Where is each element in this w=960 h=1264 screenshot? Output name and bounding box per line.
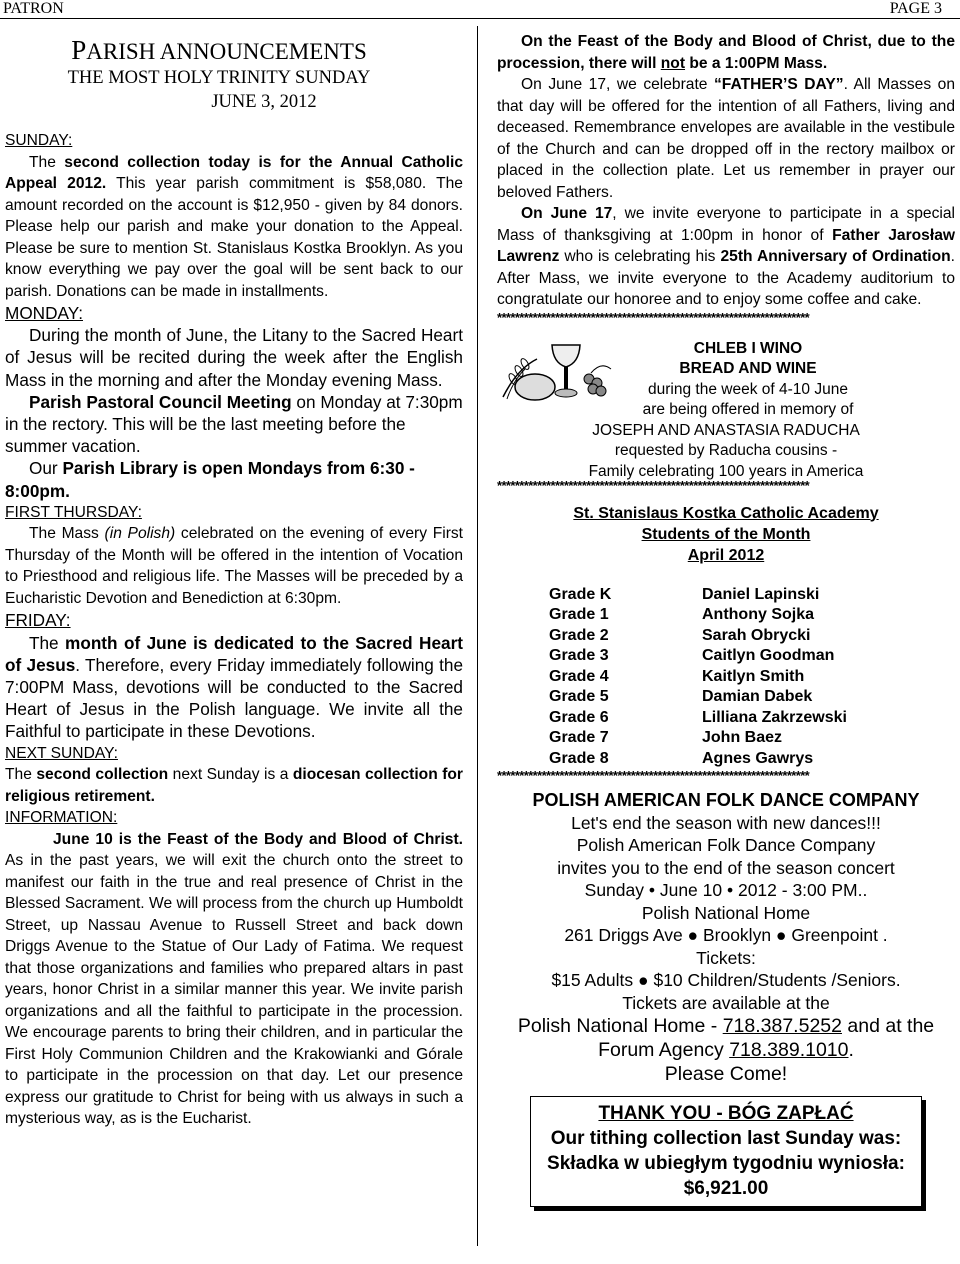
sunday-text: The second collection today is for the Annual Catholic Appeal 2012. This year parish commitment is $58,080. The amount recorded on the account is $12,950 - given by 84 donors. Please help our parish and make your donation to the Appeal. Please be sure to mention St. Stanislaus Kostka Brooklyn. As you know everything we pay over the goal will be sent back to our parish. Donations can be made in installments. [5, 153, 463, 300]
table-row [549, 626, 847, 647]
table-row [549, 585, 847, 606]
grade-cell: Grade K [549, 585, 612, 603]
monday-litany: During the month of June, the Litany to the Sacred Heart of Jesus will be recited during the week after the English Mass in the morning and after the Monday evening Mass. [5, 325, 463, 390]
right-column [497, 31, 955, 1207]
friday-heading: FRIDAY: [5, 610, 71, 631]
student-name-cell: Sarah Obrycki [702, 626, 811, 644]
student-name-cell: Anthony Sojka [702, 606, 815, 623]
first-thursday-text: The Mass (in Polish) celebrated on the evening of every First Thursday of the Month will be offered in the intention of Vocation to Priesthood and religious life. The Masses will be preceded by a Eucharistic Devotion and Benediction at 6:30pm. [5, 525, 464, 607]
table-row [549, 708, 847, 729]
monday-library: Our Parish Library is open Mondays from 6:30 - 8:00pm. [5, 458, 415, 501]
monday-council: Parish Pastoral Council Meeting on Monday at 7:30pm in the rectory. This will be the last meeting before the summer vacation. [5, 391, 463, 457]
bread-and-wine-section [497, 339, 955, 479]
fathers-day-notice: On June 17, we celebrate “FATHER’S DAY”. All Masses on that day will be offered for the intention of all Fathers, living and deceased. Remembrance envelopes are available in the vestibule of the Church and can be dropped off in the rectory mailbox or placed in the collection plate. Let us remember in prayer our beloved Fathers. [497, 76, 955, 201]
phone-link-forum-agency[interactable]: 718.389.1010 [729, 1039, 849, 1061]
table-row [549, 667, 847, 688]
anniversary-notice: On June 17, we invite everyone to participate in a special Mass of thanksgiving at 1:00pm in honor of Father Jarosław Lawrenz who is celebrating his 25th Anniversary of Ordination. After Mass, we invite everyone to the Academy auditorium to congratulate our honoree and to enjoy some coffee and cake. [497, 205, 956, 308]
grade-cell: Grade 7 [549, 729, 609, 746]
information-section [5, 807, 463, 1130]
grade-cell: Grade 8 [549, 749, 609, 767]
information-text: June 10 is the Feast of the Body and Blood of Christ. As in the past years, we will exit the church onto the street to manifest our faith in the true and real presence of Christ in the Blessed Sacrament. We will process from the church up Humboldt Street, up Nassau Avenue to Russell Street and back down Driggs Avenue to the Statue of Our Lady of Fatima. We request that those organizations and families who prepared altars in past years, honor Christ in a similar manner this year. We invite parish organizations and all the faithful to participate in the procession. We encourage parents to bring their children, and in particular the First Holy Communion Children and the Krakowianki and Górale to participate in the procession on that day. Let our presence express our gratitude to Christ for being with us always in such a mysterious way, as is the Eucharist. [5, 830, 463, 1128]
page-title: PARISH ANNOUNCEMENTS THE MOST HOLY TRINITY SUNDAY JUNE 3, 2012 [5, 36, 463, 114]
folk-dance-heading: POLISH AMERICAN FOLK DANCE COMPANY [532, 790, 920, 810]
grade-cell: Grade 5 [549, 688, 609, 705]
grade-cell: Grade 2 [549, 626, 609, 644]
grade-cell: Grade 1 [549, 606, 609, 623]
friday-text: The month of June is dedicated to the Sacred Heart of Jesus. Therefore, every Friday immediately following the 7:00PM Mass, devotions will be conducted to the Sacred Heart of Jesus in the Polish language. We invite all the Faithful to participate in these Devotions. [5, 632, 463, 742]
student-name-cell: Kaitlyn Smith [702, 667, 805, 685]
table-row [549, 687, 847, 708]
first-thursday-heading: FIRST THURSDAY: [5, 503, 142, 521]
table-row [549, 728, 847, 749]
column-divider [477, 26, 478, 1246]
student-name-cell: Agnes Gawrys [702, 749, 814, 767]
next-sunday-heading: NEXT SUNDAY: [5, 744, 118, 762]
student-name-cell: John Baez [702, 729, 783, 746]
left-column [5, 36, 463, 1130]
student-name-cell: Damian Dabek [702, 688, 813, 705]
table-row [549, 646, 847, 667]
subtitle: THE MOST HOLY TRINITY SUNDAY [67, 68, 371, 88]
table-row [549, 749, 847, 770]
student-name-cell: Daniel Lapinski [702, 585, 820, 603]
first-thursday-section [5, 502, 463, 610]
folk-dance-section: POLISH AMERICAN FOLK DANCE COMPANY Let's end the season with new dances!!! Polish American Folk Dance Company invites you to the end of the season concert Sunday • June 10 • 2012 - 3:00 PM.. Polish National Home 261 Driggs Ave ● Brooklyn ● Greenpoint . Tickets: $15 Adults ● $10 Children/Students /Seniors. Tickets are available at the Polish National Home - 718.387.5252 and at the Forum Agency 718.389.1010. Please Come! [497, 789, 955, 1086]
grade-cell: Grade 6 [549, 708, 609, 726]
separator-stars: ********************************************************************** [497, 478, 810, 493]
friday-section [5, 609, 463, 742]
sunday-heading: SUNDAY: [5, 132, 73, 149]
students-of-month-table [549, 585, 847, 770]
monday-heading: MONDAY: [5, 303, 83, 323]
separator-stars: ********************************************************************** [497, 310, 810, 325]
bread-and-wine-text: CHLEB I WINO BREAD AND WINE during the week of 4-10 June are being offered in memory of JOSEPH AND ANASTASIA RADUCHA requested by Raducha cousins - Family celebrating 100 years in America [588, 339, 864, 480]
page-number: PAGE 3 [889, 0, 942, 17]
phone-link-polish-home[interactable]: 718.387.5252 [722, 1015, 842, 1037]
table-row [549, 605, 847, 626]
grade-cell: Grade 4 [549, 667, 609, 685]
date: JUNE 3, 2012 [211, 92, 317, 112]
tithing-box: THANK YOU - BÓG ZAPŁAĆ Our tithing collection last Sunday was: Składka w ubiegłym tygodniu wyniosła: $6,921.00 [530, 1096, 922, 1207]
tithing-amount: $6,921.00 [683, 1178, 769, 1199]
separator-stars: ********************************************************************** [497, 769, 810, 783]
page-header [0, 0, 960, 19]
monday-section [5, 302, 463, 502]
grade-cell: Grade 3 [549, 647, 609, 664]
newsletter-name: PATRON [3, 0, 64, 17]
academy-section: St. Stanislaus Kostka Catholic Academy Students of the Month April 2012 [573, 504, 879, 564]
student-name-cell: Caitlyn Goodman [702, 647, 835, 664]
sunday-section [5, 130, 463, 302]
feast-notice: On the Feast of the Body and Blood of Christ, due to the procession, there will not be a 1:00PM Mass. [497, 33, 955, 72]
next-sunday-text: The second collection next Sunday is a diocesan collection for religious retirement. [5, 766, 463, 805]
next-sunday-section [5, 743, 463, 808]
student-name-cell: Lilliana Zakrzewski [702, 708, 847, 726]
information-heading: INFORMATION: [5, 809, 118, 827]
